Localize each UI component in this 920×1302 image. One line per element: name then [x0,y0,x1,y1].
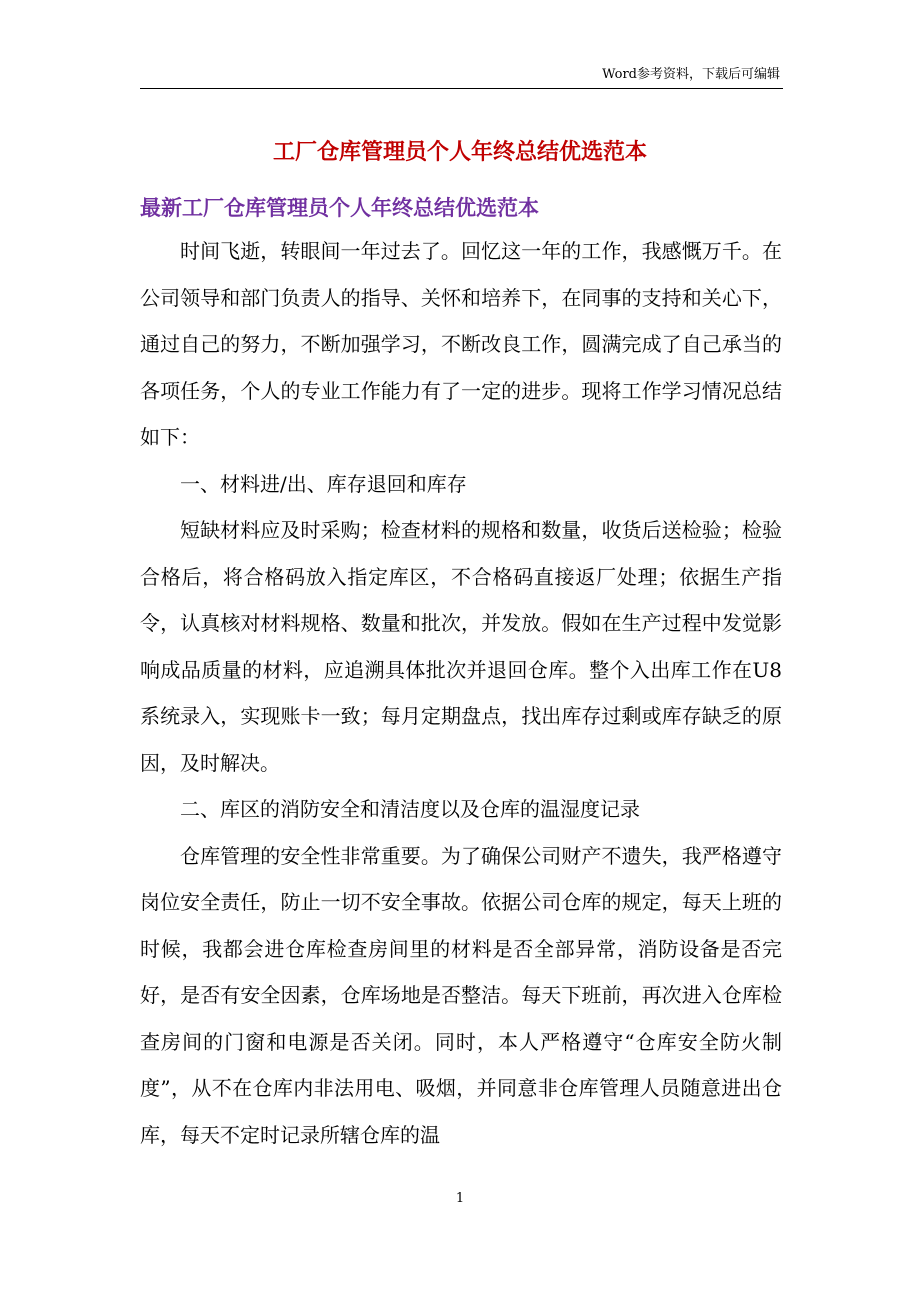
section-heading-materials: 一、材料进/出、库存退回和库存 [180,471,467,496]
paragraph-intro: 时间飞逝，转眼间一年过去了。回忆这一年的工作，我感慨万千。在公司领导和部门负责人的指导、关怀和培养下，在同事的支持和关心下，通过自己的努力，不断加强学习，不断改良工作，圆满完成了自己承当的各项任务，个人的专业工作能力有了一定的进步。现将工作学习情况总结如下： [140,239,782,449]
header-divider [140,88,783,89]
header-note: Word参考资料，下载后可编辑 [602,67,780,82]
paragraph-safety: 仓库管理的安全性非常重要。为了确保公司财产不遗失，我严格遵守岗位安全责任，防止一切不安全事故。依据公司仓库的规定，每天上班的时候，我都会进仓库检查房间里的材料是否全部异常，消防设备是否完好，是否有安全因素，仓库场地是否整洁。每天下班前，再次进入仓库检查房间的门窗和电源是否关闭。同时，本人严格遵守“仓库安全防火制度”，从不在仓库内非法用电、吸烟，并同意非仓库管理人员随意进出仓库，每天不定时记录所辖仓库的温 [140,843,782,1147]
paragraph-materials: 短缺材料应及时采购；检查材料的规格和数量，收货后送检验；检验合格后，将合格码放入指定库区，不合格码直接返厂处理；依据生产指令，认真核对材料规格、数量和批次，并发放。假如在生产过程中发觉影响成品质量的材料，应追溯具体批次并退回仓库。整个入出库工作在U8系统录入，实现账卡一致；每月定期盘点，找出库存过剩或库存缺乏的原因，及时解决。 [140,518,782,775]
document-body [140,228,782,1158]
page-number: 1 [455,1191,465,1206]
document-subtitle: 最新工厂仓库管理员个人年终总结优选范本 [140,195,539,220]
section-heading-safety: 二、库区的消防安全和清洁度以及仓库的温湿度记录 [180,797,640,821]
document-title: 工厂仓库管理员个人年终总结优选范本 [272,139,647,165]
